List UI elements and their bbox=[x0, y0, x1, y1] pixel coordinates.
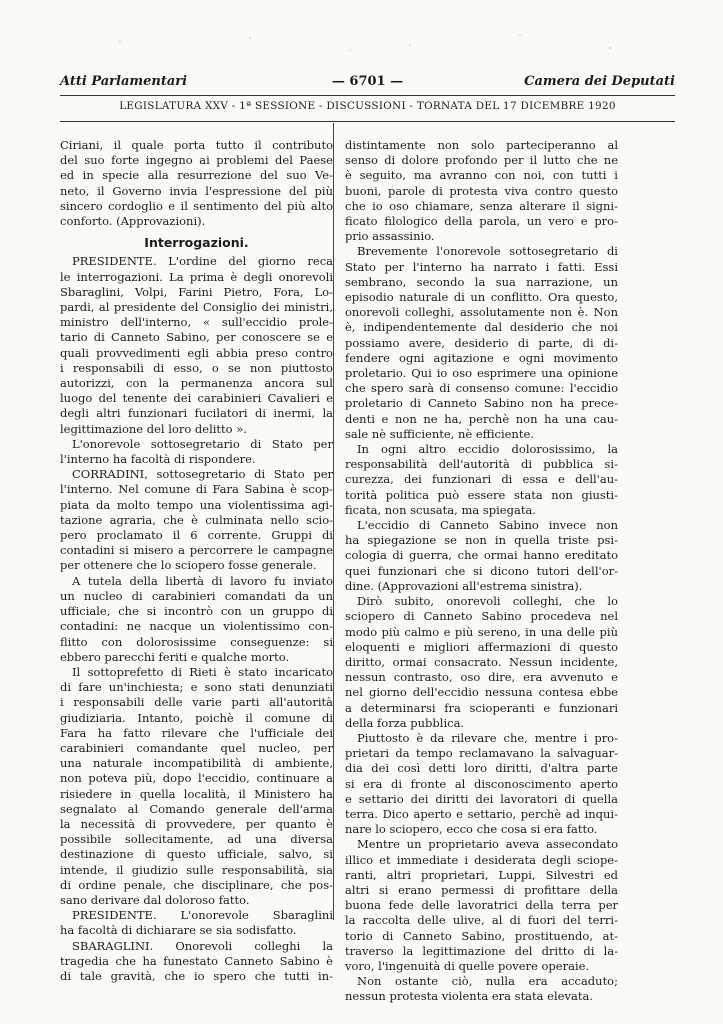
header-rule-top bbox=[60, 95, 675, 96]
page-header bbox=[60, 74, 675, 94]
text-line: intende, il giudizio sulle responsabilità, sia bbox=[60, 862, 333, 877]
text-line: dine. (Approvazioni all'estrema sinistra). bbox=[345, 578, 583, 593]
text-line: onorevoli colleghi, assolutamente non è. Non bbox=[345, 305, 618, 320]
text-line: si era di fronte al disconoscimento aperto bbox=[345, 776, 618, 791]
text-line: segnalato al Comando generale dell'arma bbox=[60, 801, 333, 816]
text-line: neto, il Governo invia l'espressione del più bbox=[60, 183, 333, 198]
text-line: ranti, altri proprietari, Luppi, Silvestri ed bbox=[345, 867, 618, 882]
text-line: ficata, non scusata, ma spiegata. bbox=[345, 502, 536, 517]
text-line: le interrogazioni. La prima è degli onorevoli bbox=[60, 269, 333, 284]
text-line: flitto con dolorosissime conseguenze: si bbox=[60, 634, 333, 649]
header-rule-bottom bbox=[60, 121, 675, 122]
text-line: sembrano, secondo la sua narrazione, un bbox=[345, 274, 618, 289]
text-line: giudiziaria. Intanto, poichè il comune di bbox=[60, 710, 333, 725]
text-line: ministro dell'interno, « sull'eccidio prole- bbox=[60, 315, 333, 330]
text-line: Ciriani, il quale porta tutto il contributo bbox=[60, 138, 333, 152]
text-line: contadini si misero a percorrere le campagne bbox=[60, 543, 333, 558]
text-line: Non ostante ciò, nulla era accaduto; bbox=[357, 974, 618, 989]
text-line: carabinieri comandante quel nucleo, per bbox=[60, 740, 333, 755]
text-line: proletario. Qui io oso esprimere una opinione bbox=[345, 366, 618, 381]
text-line: L'onorevole sottosegretario di Stato per bbox=[72, 436, 333, 451]
text-line: di fare un'inchiesta; e sono stati denunziati bbox=[60, 680, 333, 695]
text-line: l'interno. Nel comune di Fara Sabina è scop- bbox=[60, 482, 333, 497]
text-line: di tale gravità, che io spero che tutti in- bbox=[60, 968, 333, 983]
text-line: Il sottoprefetto di Rieti è stato incaricato bbox=[72, 664, 333, 679]
text-line: legittimazione del loro delitto ». bbox=[60, 421, 247, 436]
text-line: ha facoltà di dichiarare se sia sodisfatto. bbox=[60, 923, 297, 938]
text-line: SBARAGLINI. Onorevoli colleghi la bbox=[72, 938, 333, 953]
text-line: CORRADINI, sottosegretario di Stato per bbox=[72, 467, 333, 482]
text-line: Dirò subito, onorevoli colleghi, che lo bbox=[357, 594, 618, 609]
text-line: degli altri funzionari fucilatori di inermi, la bbox=[60, 406, 333, 421]
text-line: Fara ha fatto rilevare che l'ufficiale dei bbox=[60, 725, 333, 740]
text-line: contadini: ne nacque un violentissimo con- bbox=[60, 619, 333, 634]
header-left-title: Atti Parlamentari bbox=[60, 74, 188, 89]
text-line: senso di dolore profondo per il lutto che ne bbox=[345, 153, 618, 168]
text-line: diritto, ormai consacrato. Nessun incidente, bbox=[345, 654, 618, 669]
text-line: pardi, al presidente del Consiglio dei ministri, bbox=[60, 300, 333, 315]
text-line: terra. Dico aperto e settario, perchè ad inqui- bbox=[345, 806, 618, 821]
text-line: fendere ogni agitazione e ogni movimento bbox=[345, 350, 618, 365]
text-line: quei funzionari che si dicono tutori dell'or- bbox=[345, 563, 618, 578]
session-line: LEGISLATURA XXV - 1ª SESSIONE - DISCUSSIONI - TORNATA DEL 17 DICEMBRE 1920 bbox=[119, 100, 616, 112]
header-right-title: Camera dei Deputati bbox=[524, 74, 675, 89]
text-line: tazione agraria, che è culminata nello scio- bbox=[60, 512, 333, 527]
text-line: possibile sollecitamente, ad una diversa bbox=[60, 832, 333, 847]
text-line: In ogni altro eccidio dolorosissimo, la bbox=[357, 442, 618, 457]
text-line: la raccolta delle ulive, al di fuori del terri- bbox=[345, 913, 618, 928]
text-line: sale nè sufficiente, nè efficiente. bbox=[345, 426, 534, 441]
text-line: prio assassinio. bbox=[345, 229, 435, 244]
text-line: proletario di Canneto Sabino non ha prece- bbox=[345, 396, 618, 411]
text-line: è seguito, ma avranno con noi, con tutti i bbox=[345, 168, 618, 183]
text-line: è, indipendentemente dal desiderio che noi bbox=[345, 320, 618, 335]
text-line: torità politica può essere stata non giusti- bbox=[345, 487, 618, 502]
text-line: A tutela della libertà di lavoro fu inviato bbox=[72, 573, 333, 588]
text-line: cologia di guerra, che ormai hanno ereditato bbox=[345, 548, 618, 563]
text-line: autorizzi, con la permanenza ancora sul bbox=[60, 376, 333, 391]
text-line: destinazione di questo ufficiale, salvo, si bbox=[60, 847, 333, 862]
text-line: sciopero di Canneto Sabino procedeva nel bbox=[345, 609, 618, 624]
text-line: la necessità di provvedere, per quanto è bbox=[60, 816, 333, 831]
text-line: i responsabili di esso, o se non piuttosto bbox=[60, 360, 333, 375]
text-line: conforto. (Approvazioni). bbox=[60, 214, 206, 229]
text-line: modo più calmo e più sereno, in una delle più bbox=[345, 624, 618, 639]
text-line: ed in specie alla resurrezione del suo Ve- bbox=[60, 168, 333, 183]
text-line: della forza pubblica. bbox=[345, 715, 465, 730]
text-line: tario di Canneto Sabino, per conoscere se e bbox=[60, 330, 333, 345]
text-line: i responsabili delle varie parti all'autorità bbox=[60, 695, 333, 710]
text-line: che io oso chiamare, senza alterare il signi- bbox=[345, 198, 618, 213]
text-line: nel giorno dell'eccidio nessuna contesa ebbe bbox=[345, 685, 618, 700]
text-line: l'interno ha facoltà di rispondere. bbox=[60, 452, 256, 467]
text-line: eloquenti e migliori affermazioni di questo bbox=[345, 639, 618, 654]
text-line: Piuttosto è da rilevare che, mentre i pro- bbox=[357, 730, 618, 745]
text-line: di ordine penale, che disciplinare, che pos- bbox=[60, 877, 333, 892]
text-line: luogo del tenente dei carabinieri Cavalieri e bbox=[60, 391, 333, 406]
page-number: — 6701 — bbox=[331, 74, 404, 89]
text-line: nessun protesta violenta era stata elevata. bbox=[345, 989, 593, 1004]
text-line: un nucleo di carabinieri comandati da un bbox=[60, 588, 333, 603]
text-line: quali provvedimenti egli abbia preso contro bbox=[60, 345, 333, 360]
text-line: pero proclamato il 6 corrente. Gruppi di bbox=[60, 528, 333, 543]
text-line: denti e non ne ha, perchè non ha una cau- bbox=[345, 411, 618, 426]
right-column bbox=[345, 138, 618, 1005]
text-line: voro, l'ingenuità di quelle povere operaie. bbox=[345, 958, 590, 973]
text-line: dia dei così detti loro diritti, d'altra parte bbox=[345, 761, 618, 776]
text-line: distintamente non solo parteciperanno al bbox=[345, 138, 618, 152]
text-line: ha spiegazione se non in quella triste psi- bbox=[345, 533, 618, 548]
text-line: prietari da tempo reclamavano la salvaguar- bbox=[345, 746, 618, 761]
text-line: possiamo avere, desiderio di parte, di di- bbox=[345, 335, 618, 350]
text-line: e settario dei diritti dei lavoratori di quella bbox=[345, 791, 618, 806]
text-line: Mentre un proprietario aveva assecondato bbox=[357, 837, 618, 852]
text-line: ebbero parecchi feriti e qualche morto. bbox=[60, 649, 290, 664]
text-line: non poteva più, dopo l'eccidio, continuare a bbox=[60, 771, 333, 786]
text-line: per ottenere che lo sciopero fosse generale. bbox=[60, 558, 317, 573]
text-line: PRESIDENTE. L'ordine del giorno reca bbox=[72, 254, 333, 269]
text-line: PRESIDENTE. L'onorevole Sbaraglini bbox=[72, 908, 333, 923]
text-line: nessun contrasto, oso dire, era avvenuto e bbox=[345, 670, 618, 685]
text-line: ficato filologico della parola, un vero e pro- bbox=[345, 214, 618, 229]
text-line: ufficiale, che si incontrò con un gruppo di bbox=[60, 604, 333, 619]
text-line: episodio naturale di un conflitto. Ora questo, bbox=[345, 290, 618, 305]
left-column bbox=[60, 138, 333, 984]
text-line: tragedia che ha funestato Canneto Sabino è bbox=[60, 953, 333, 968]
text-line: Sbaraglini, Volpi, Farini Pietro, Fora, Lo- bbox=[60, 284, 333, 299]
text-line: L'eccidio di Canneto Sabino invece non bbox=[357, 518, 618, 533]
text-line: risiedere in quella località, il Ministero ha bbox=[60, 786, 333, 801]
text-line: responsabilità dell'autorità di pubblica si- bbox=[345, 457, 618, 472]
text-line: Brevemente l'onorevole sottosegretario di bbox=[357, 244, 618, 259]
text-line: del suo forte ingegno ai problemi del Paese bbox=[60, 153, 333, 168]
text-line: piata da molto tempo una violentissima agi- bbox=[60, 497, 333, 512]
text-line: sincero cordoglio e il sentimento del più alto bbox=[60, 198, 333, 213]
text-line: sano derivare dal doloroso fatto. bbox=[60, 892, 250, 907]
text-line: curezza, dei funzionari di essa e dell'au- bbox=[345, 472, 618, 487]
section-heading: Interrogazioni. bbox=[144, 235, 249, 251]
column-divider bbox=[333, 123, 334, 920]
page-noise bbox=[0, 20, 723, 70]
text-line: che spero sarà di consenso comune: l'eccidio bbox=[345, 381, 618, 396]
text-line: altri si erano permessi di profittare della bbox=[345, 882, 618, 897]
text-line: nare lo sciopero, ecco che cosa si era fatto. bbox=[345, 822, 598, 837]
text-line: buona fede delle lavoratrici della terra per bbox=[345, 898, 618, 913]
text-line: torio di Canneto Sabino, prostituendo, at- bbox=[345, 928, 618, 943]
text-line: una naturale incompatibilità di ambiente, bbox=[60, 756, 333, 771]
text-line: a determinarsi fra scioperanti e funzionari bbox=[345, 700, 618, 715]
text-line: traverso la legittimazione del dritto di la- bbox=[345, 943, 618, 958]
text-line: Stato per l'interno ha narrato i fatti. Essi bbox=[345, 259, 618, 274]
text-line: buoni, parole di protesta viva contro questo bbox=[345, 183, 618, 198]
text-line: illico et immediate i desiderata degli sciope- bbox=[345, 852, 618, 867]
